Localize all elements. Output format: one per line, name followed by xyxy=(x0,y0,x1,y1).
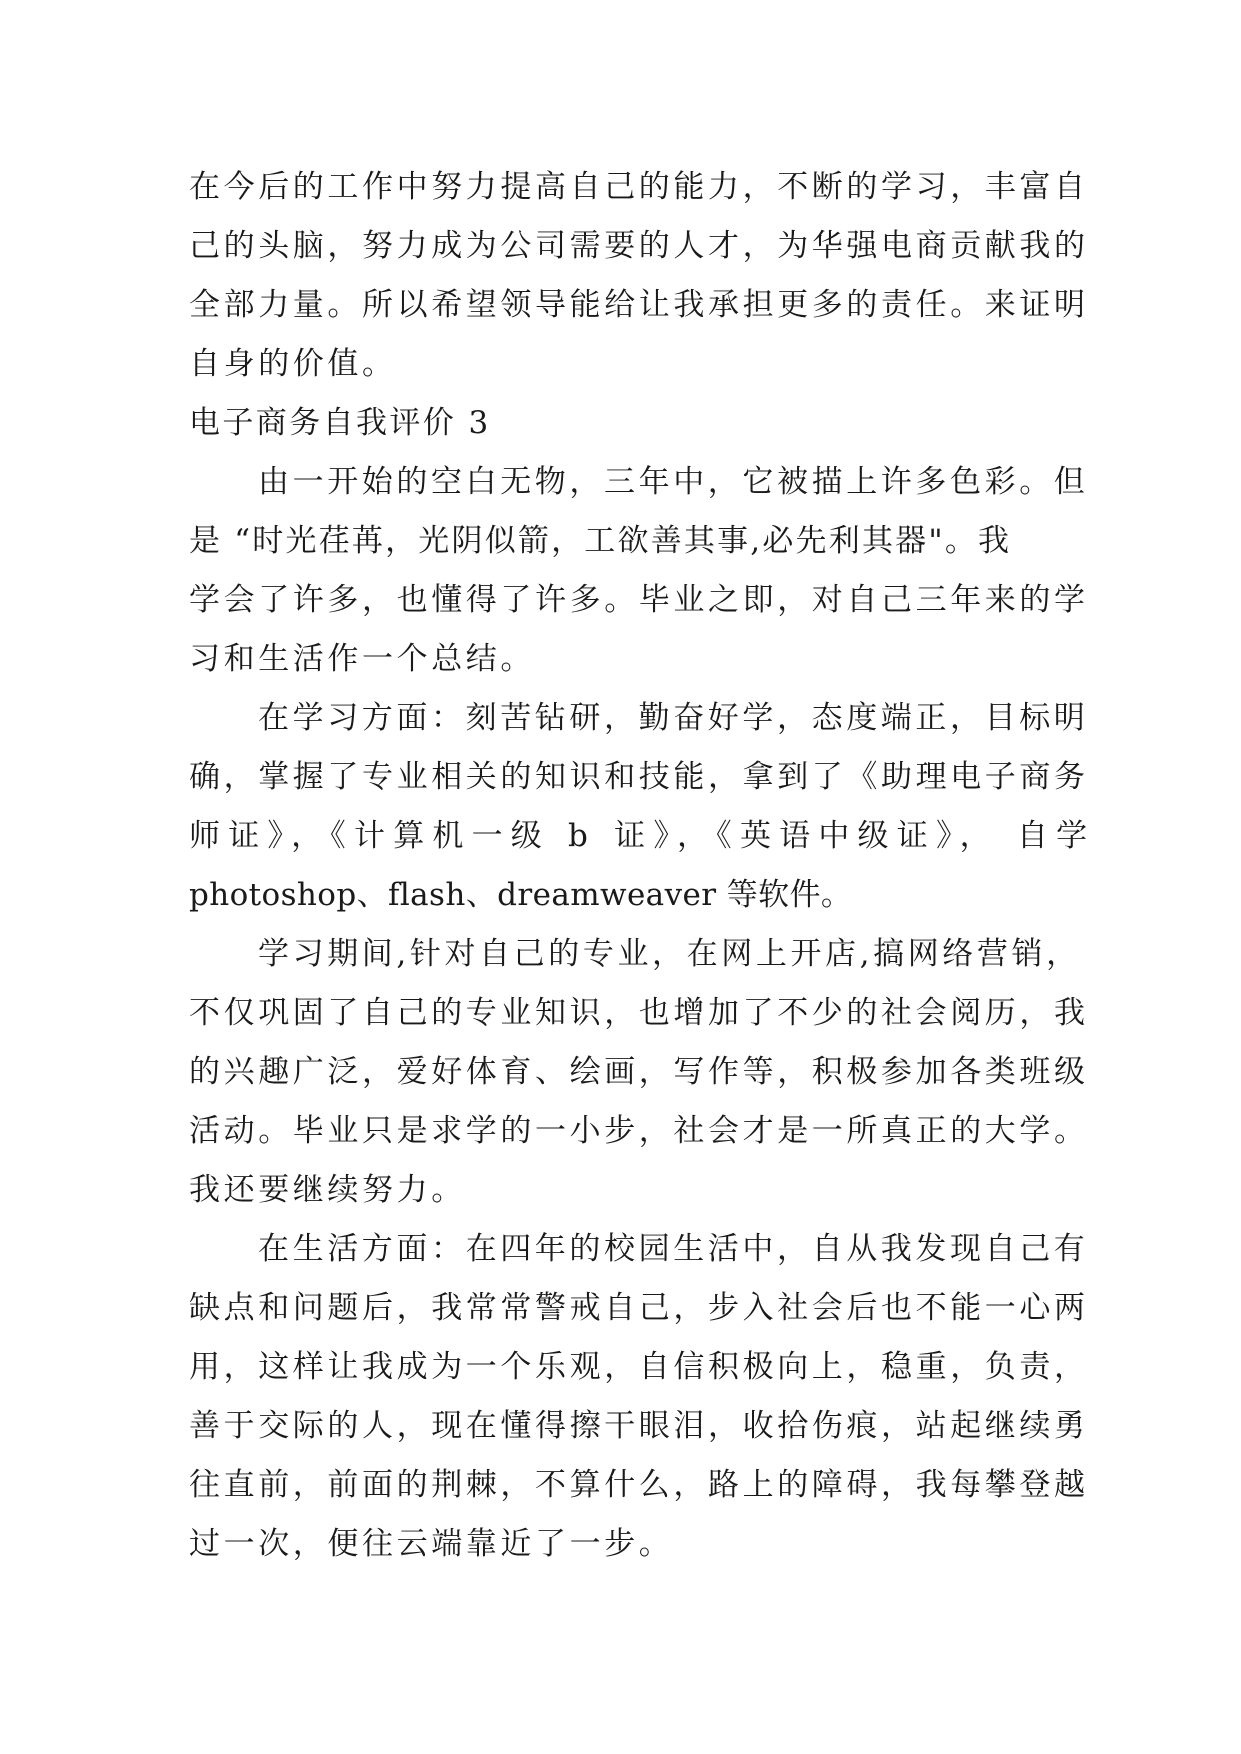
paragraph-line: 善于交际的人，现在懂得擦干眼泪，收拾伤痕，站起继续勇 xyxy=(189,1408,1089,1444)
paragraph-line: 活动。毕业只是求学的一小步，社会才是一所真正的大学。 xyxy=(189,1113,1089,1149)
paragraph-line: 由一开始的空白无物，三年中，它被描上许多色彩。但 xyxy=(258,464,1089,500)
section-heading: 电子商务自我评价 3 xyxy=(189,405,491,441)
paragraph-line: 用，这样让我成为一个乐观，自信积极向上，稳重，负责， xyxy=(189,1349,1089,1385)
paragraph-line: 师证》，《计算机一级 b 证》，《英语中级证》， 自学 xyxy=(189,818,1096,854)
paragraph-line: 往直前，前面的荆棘，不算什么，路上的障碍，我每攀登越 xyxy=(189,1467,1089,1503)
paragraph-line: 学习期间,针对自己的专业，在网上开店,搞网络营销， xyxy=(258,936,1081,972)
paragraph-line: 学会了许多，也懂得了许多。毕业之即，对自己三年来的学 xyxy=(189,582,1089,618)
paragraph-line: 缺点和问题后，我常常警戒自己，步入社会后也不能一心两 xyxy=(189,1290,1089,1326)
paragraph-line: 确，掌握了专业相关的知识和技能，拿到了《助理电子商务 xyxy=(189,759,1089,795)
paragraph-line: 全部力量。所以希望领导能给让我承担更多的责任。来证明 xyxy=(189,287,1089,323)
paragraph-line: 自身的价值。 xyxy=(189,346,397,382)
paragraph-line: 习和生活作一个总结。 xyxy=(189,641,535,677)
paragraph-line: 我还要继续努力。 xyxy=(189,1172,466,1208)
paragraph-line: 的兴趣广泛，爱好体育、绘画，写作等，积极参加各类班级 xyxy=(189,1054,1089,1090)
paragraph-line: 在今后的工作中努力提高自己的能力，不断的学习，丰富自 xyxy=(189,169,1089,205)
paragraph-line: 是 “时光荏苒，光阴似箭，工欲善其事,必先利其器"。我 xyxy=(189,523,1012,559)
paragraph-line: 在生活方面：在四年的校园生活中，自从我发现自己有 xyxy=(258,1231,1089,1267)
paragraph-line: 己的头脑，努力成为公司需要的人才，为华强电商贡献我的 xyxy=(189,228,1089,264)
paragraph-line: photoshop、flash、dreamweaver 等软件。 xyxy=(189,877,853,913)
document-body xyxy=(189,158,1096,1574)
paragraph-line: 过一次，便往云端靠近了一步。 xyxy=(189,1526,674,1562)
paragraph-line: 不仅巩固了自己的专业知识，也增加了不少的社会阅历，我 xyxy=(189,995,1089,1031)
paragraph-line: 在学习方面：刻苦钻研，勤奋好学，态度端正，目标明 xyxy=(258,700,1089,736)
